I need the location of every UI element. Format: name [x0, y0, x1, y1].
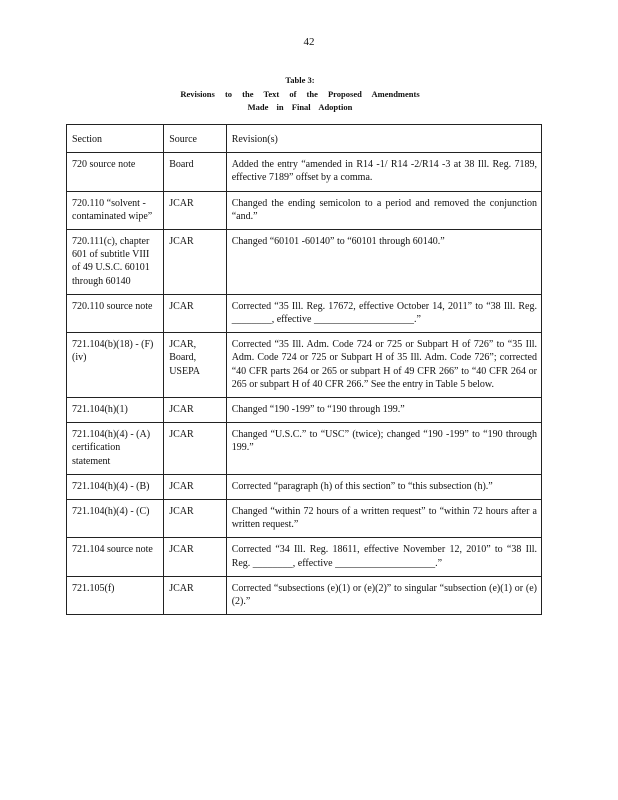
cell-source: JCAR, Board, USEPA	[164, 333, 226, 398]
cell-source: Board	[164, 153, 226, 191]
cell-source: JCAR	[164, 500, 226, 538]
cell-source: JCAR	[164, 474, 226, 499]
cell-source: JCAR	[164, 538, 226, 576]
table-caption-title: Table 3:	[285, 75, 315, 85]
revisions-table	[66, 124, 542, 615]
cell-revision: Changed “190 -199” to “190 through 199.”	[226, 398, 541, 423]
cell-section: 720.111(c), chapter 601 of subtitle VIII of 49 U.S.C. 60101 through 60140	[67, 230, 164, 295]
cell-section: 721.104(h)(1)	[67, 398, 164, 423]
cell-section: 721.104(h)(4) - (C)	[67, 500, 164, 538]
cell-source: JCAR	[164, 423, 226, 475]
table-row	[67, 191, 542, 229]
table-header-row	[67, 125, 542, 153]
cell-section: 721.104(h)(4) - (A) certification statement	[67, 423, 164, 475]
table-row	[67, 153, 542, 191]
table-caption-subtitle: Revisions to the Text of the Proposed Amendments	[180, 89, 420, 99]
cell-section: 720.110 “solvent - contaminated wipe”	[67, 191, 164, 229]
cell-revision: Corrected “34 Ill. Reg. 18611, effective November 12, 2010” to “38 Ill. Reg. ________, effective ____________________.”	[226, 538, 541, 576]
table-row	[67, 294, 542, 332]
cell-revision: Corrected “paragraph (h) of this section” to “this subsection (h).”	[226, 474, 541, 499]
table-row	[67, 538, 542, 576]
header-source: Source	[164, 125, 226, 153]
header-section: Section	[67, 125, 164, 153]
page-number: 42	[303, 36, 315, 48]
table-row	[67, 333, 542, 398]
cell-source: JCAR	[164, 294, 226, 332]
table-row	[67, 230, 542, 295]
table-row	[67, 423, 542, 475]
cell-section: 720.110 source note	[67, 294, 164, 332]
cell-revision: Changed “within 72 hours of a written request” to “within 72 hours after a written request.”	[226, 500, 541, 538]
header-revisions: Revision(s)	[226, 125, 541, 153]
cell-section: 721.104(b)(18) - (F)(iv)	[67, 333, 164, 398]
table-row	[67, 576, 542, 614]
cell-revision: Changed “60101 -60140” to “60101 through 60140.”	[226, 230, 541, 295]
table-row	[67, 398, 542, 423]
cell-section: 721.105(f)	[67, 576, 164, 614]
cell-section: 721.104(h)(4) - (B)	[67, 474, 164, 499]
cell-section: 721.104 source note	[67, 538, 164, 576]
cell-source: JCAR	[164, 398, 226, 423]
cell-source: JCAR	[164, 191, 226, 229]
cell-source: JCAR	[164, 576, 226, 614]
table-row	[67, 474, 542, 499]
cell-revision: Corrected “35 Ill. Adm. Code 724 or 725 or Subpart H of 726” to “35 Ill. Adm. Code 724 or 725 or Subpart H of 35 Ill. Adm. Code 726”; corrected “40 CFR parts 264 or 265 or subpart H of 49 CFR 266” to “40 CFR 264 or 265 or subpart H of 40 CFR 266.” See the entry in Table 5 below.	[226, 333, 541, 398]
cell-source: JCAR	[164, 230, 226, 295]
cell-revision: Corrected “35 Ill. Reg. 17672, effective October 14, 2011” to “38 Ill. Reg. ________, effective ____________________.”	[226, 294, 541, 332]
table-row	[67, 500, 542, 538]
cell-revision: Corrected “subsections (e)(1) or (e)(2)” to singular “subsection (e)(1) or (e)(2).”	[226, 576, 541, 614]
cell-revision: Added the entry “amended in R14 -1/ R14 -2/R14 -3 at 38 Ill. Reg. 7189, effective 7189” offset by a comma.	[226, 153, 541, 191]
cell-section: 720 source note	[67, 153, 164, 191]
table-caption-subtitle-cont: Made in Final Adoption	[247, 102, 353, 112]
cell-revision: Changed the ending semicolon to a period and removed the conjunction “and.”	[226, 191, 541, 229]
cell-revision: Changed “U.S.C.” to “USC” (twice); changed “190 -199” to “190 through 199.”	[226, 423, 541, 475]
